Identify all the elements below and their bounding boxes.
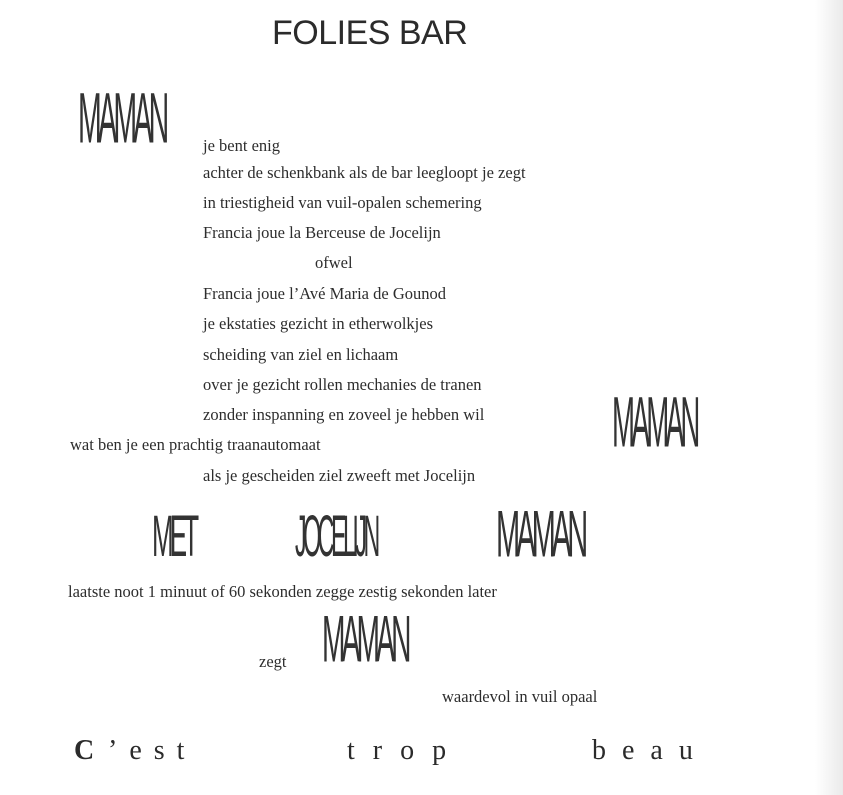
poem-title: FOLIES BAR <box>272 14 468 52</box>
poem-line-9: over je gezicht rollen mechanies de tranen <box>203 375 482 394</box>
poem-line-7: je ekstaties gezicht in etherwolkjes <box>203 314 434 333</box>
poem-line-1: je bent enig <box>203 136 280 155</box>
poem-line-10: zonder inspanning en zoveel je hebben wil <box>203 405 485 424</box>
final-c: C <box>74 735 107 766</box>
final-est: ’est <box>108 735 197 766</box>
maman-word-2: MAMAN <box>612 381 697 463</box>
poem-line-11: wat ben je een prachtig traanautomaat <box>70 435 321 454</box>
jocelijn-word: JOCELIJN <box>295 505 377 569</box>
poem-line-4: Francia joue la Berceuse de Jocelijn <box>203 223 441 242</box>
poem-line-5: ofwel <box>315 253 353 272</box>
later-line: laatste noot 1 minuut of 60 sekonden zegge zestig sekonden later <box>68 582 497 601</box>
poem-line-12: als je gescheiden ziel zweeft met Jocelijn <box>203 466 476 485</box>
poem-line-8: scheiding van ziel en lichaam <box>203 345 399 364</box>
final-trop: trop <box>347 735 465 766</box>
poem-line-6: Francia joue l’Avé Maria de Gounod <box>203 284 446 303</box>
waardevol-line: waardevol in vuil opaal <box>442 687 598 706</box>
zegt-word: zegt <box>259 652 287 671</box>
maman-word-3: MAMAN <box>496 498 585 572</box>
final-beau: beau <box>592 735 709 766</box>
met-word: MET <box>152 505 196 569</box>
maman-word-1: MAMAN <box>78 77 166 159</box>
poem-line-2: achter de schenkbank als de bar leegloopt je zegt <box>203 163 526 182</box>
poem-line-3: in triestigheid van vuil-opalen schemering <box>203 193 482 212</box>
page-edge-shadow <box>815 0 843 795</box>
maman-word-4: MAMAN <box>322 603 408 677</box>
